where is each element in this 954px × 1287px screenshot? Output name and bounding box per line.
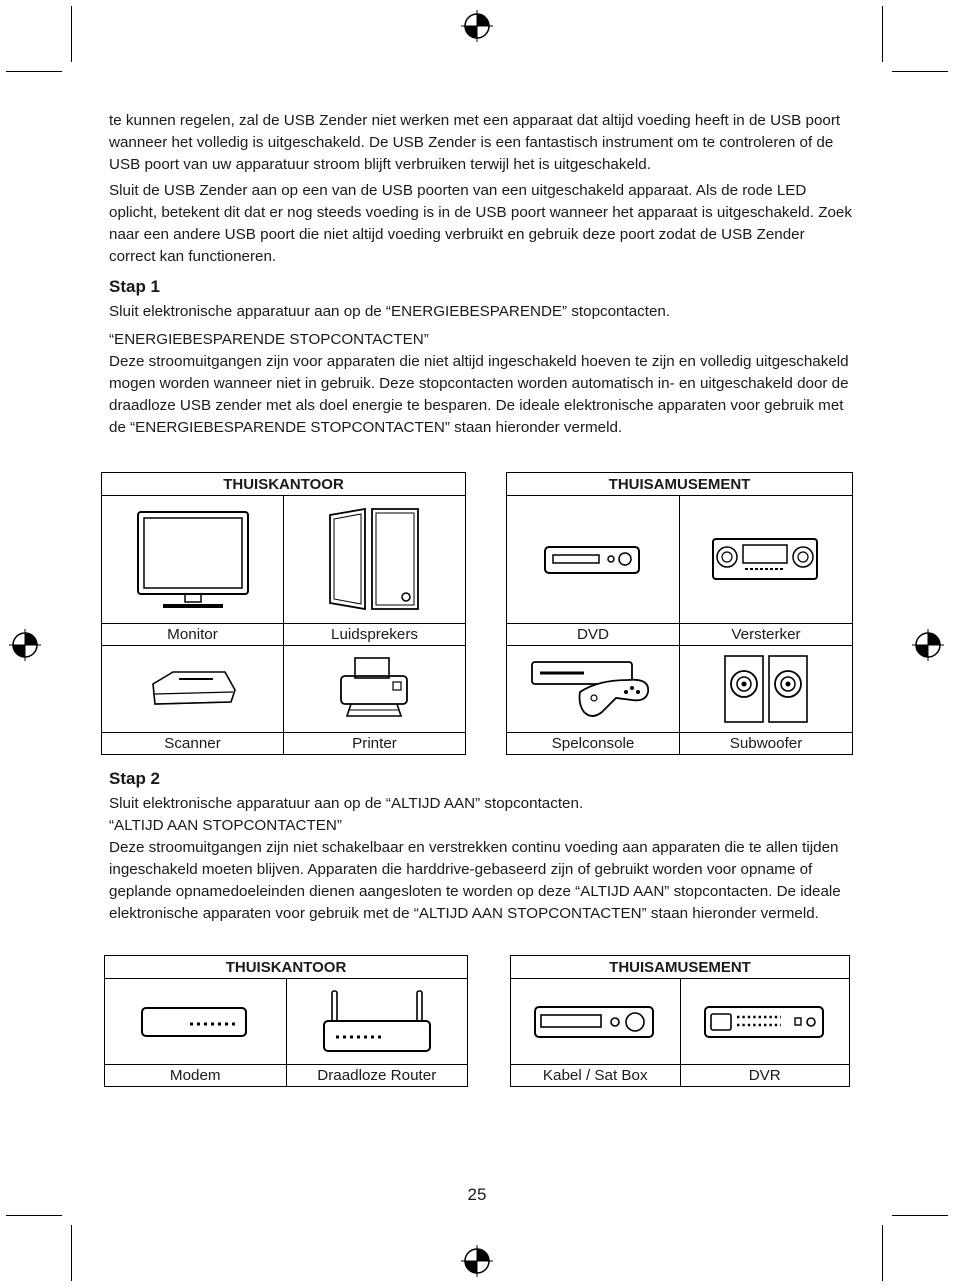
subwoofer-icon (723, 654, 809, 724)
step2-body: Deze stroomuitgangen zijn niet schakelbaar en verstrekken continu voeding aan apparaten die te allen tijden ingeschakeld moeten blijven. Apparaten die harddrive-gebaseerd zijn of gebruikt worden voor opname of geplande opnamedoeleinden dienen aangesloten te worden op deze “ALTIJD AAN” stopcontacten. De ideale elektronische apparaten voor gebruik met de “ALTIJD AAN STOPCONTACTEN” staan hieronder vermeld. (109, 839, 841, 922)
device-label: Printer (284, 733, 466, 755)
intro-text (109, 110, 854, 268)
registration-mark-icon (461, 10, 493, 42)
registration-mark-icon (461, 1245, 493, 1277)
device-label: Kabel / Sat Box (511, 1065, 681, 1087)
modem-icon (140, 1004, 250, 1040)
page-number: 25 (467, 1185, 487, 1204)
wireless-router-icon (322, 989, 432, 1055)
device-image-cell (507, 496, 680, 624)
crop-mark (6, 1215, 62, 1216)
device-image-cell (102, 646, 284, 733)
scanner-icon (143, 664, 243, 714)
intro-paragraph: Sluit de USB Zender aan op een van de USB poorten van een uitgeschakeld apparaat. Als de rode LED oplicht, betekent dit dat er nog steeds voeding is in de USB poort wanneer het apparaat is uitgeschakeld. Zoek naar een andere USB poort die niet altijd voeding verbruikt en gebruik deze poort zodat de USB Zender correct kan functioneren. (109, 182, 852, 265)
crop-mark (71, 1225, 72, 1281)
device-image-cell (102, 496, 284, 624)
table-header: THUISKANTOOR (105, 956, 468, 979)
table-header: THUISKANTOOR (102, 473, 466, 496)
device-image-cell (284, 646, 466, 733)
step1-section (109, 276, 854, 439)
device-label: Monitor (102, 624, 284, 646)
step2-heading: Stap 2 (109, 769, 161, 788)
cable-sat-box-icon (533, 1003, 657, 1041)
step1-instruction: Sluit elektronische apparatuur aan op de “ENERGIEBESPARENDE” stopcontacten. (109, 303, 671, 320)
device-image-cell (680, 979, 850, 1065)
device-label: DVD (507, 624, 680, 646)
device-label: Spelconsole (507, 733, 680, 755)
speakers-icon (320, 505, 430, 615)
registration-mark-icon (9, 629, 41, 661)
dvd-player-icon (543, 543, 643, 577)
crop-mark (892, 1215, 948, 1216)
crop-mark (71, 6, 72, 62)
device-image-cell (680, 646, 853, 733)
device-label: Subwoofer (680, 733, 853, 755)
device-image-cell (507, 646, 680, 733)
step2-subheading: “ALTIJD AAN STOPCONTACTEN” (109, 817, 342, 834)
crop-mark (6, 71, 62, 72)
device-label: Versterker (680, 624, 853, 646)
table-header: THUISAMUSEMENT (511, 956, 850, 979)
dvr-icon (703, 1003, 827, 1041)
crop-mark (882, 1225, 883, 1281)
step1-body: Deze stroomuitgangen zijn voor apparaten die niet altijd ingeschakeld hoeven te zijn en volledig uitgeschakeld mogen worden wanneer niet in gebruik. Deze stopcontacten worden automatisch in- en uitgeschakeld door de draadloze USB zender met als doel energie te besparen. De ideale elektronische apparaten voor gebruik met de “ENERGIEBESPARENDE STOPCONTACTEN” staan hieronder vermeld. (109, 353, 849, 436)
step2-entertainment-table (510, 955, 850, 1087)
step2-section (109, 768, 854, 925)
printer-icon (335, 654, 415, 724)
device-label: Scanner (102, 733, 284, 755)
device-label: DVR (680, 1065, 850, 1087)
step1-subheading: “ENERGIEBESPARENDE STOPCONTACTEN” (109, 331, 429, 348)
device-label: Luidsprekers (284, 624, 466, 646)
step1-heading: Stap 1 (109, 277, 161, 296)
step2-office-table (104, 955, 468, 1087)
crop-mark (882, 6, 883, 62)
device-image-cell (511, 979, 681, 1065)
device-image-cell (680, 496, 853, 624)
table-header: THUISAMUSEMENT (507, 473, 853, 496)
monitor-icon (133, 510, 253, 610)
device-image-cell (105, 979, 287, 1065)
device-image-cell (286, 979, 468, 1065)
device-image-cell (284, 496, 466, 624)
game-console-icon (528, 656, 658, 722)
step1-office-table (101, 472, 466, 755)
amplifier-icon (711, 535, 821, 585)
step2-instruction: Sluit elektronische apparatuur aan op de “ALTIJD AAN” stopcontacten. (109, 795, 584, 812)
step1-entertainment-table (506, 472, 853, 755)
intro-paragraph: te kunnen regelen, zal de USB Zender niet werken met een apparaat dat altijd voeding heeft in de USB poort wanneer het volledig is uitgeschakeld. De USB Zender is een fantastisch instrument om te controleren of de USB poort van uw apparatuur stroom blijft verbruiken terwijl het is uitgeschakeld. (109, 112, 841, 173)
registration-mark-icon (912, 629, 944, 661)
crop-mark (892, 71, 948, 72)
device-label: Modem (105, 1065, 287, 1087)
device-label: Draadloze Router (286, 1065, 468, 1087)
